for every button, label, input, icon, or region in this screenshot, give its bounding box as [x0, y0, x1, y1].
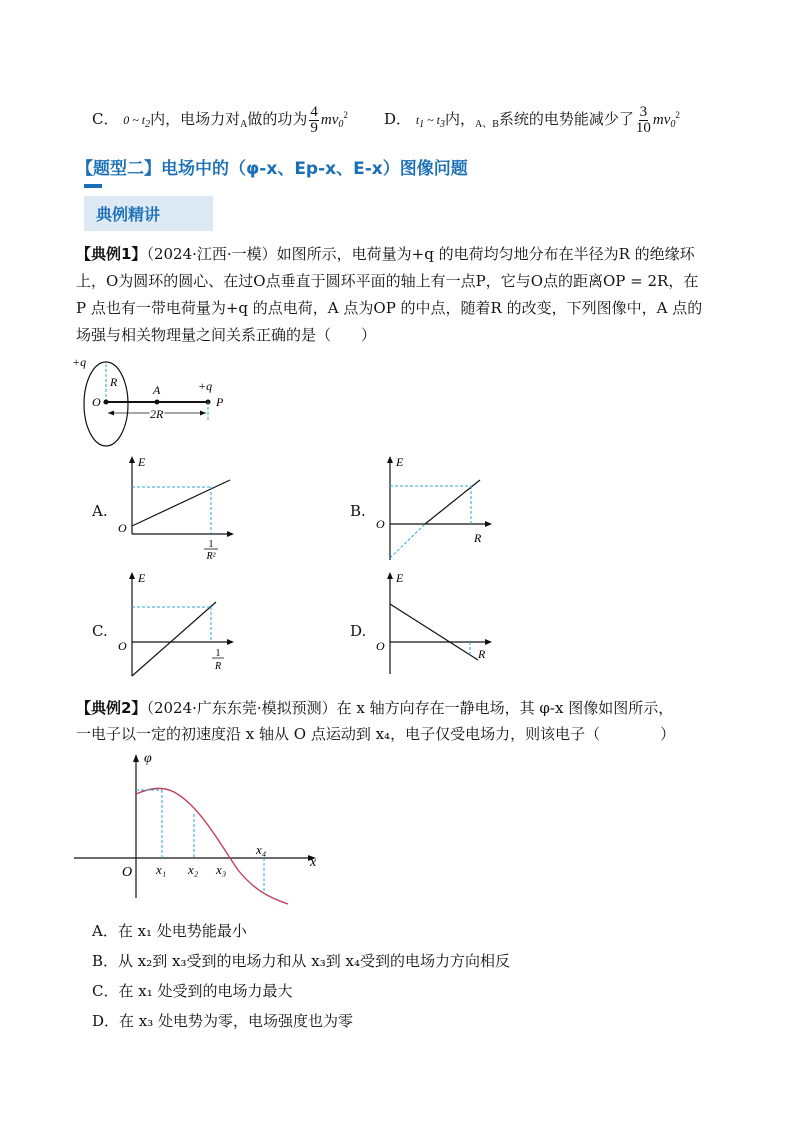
option-b-label: B. — [350, 502, 366, 520]
option-b-line — [425, 480, 480, 524]
example2-option-c: C．在 x₁ 处受到的电场力最大 — [92, 982, 293, 1000]
svg-text:R: R — [478, 647, 486, 661]
option-a-line — [132, 480, 230, 526]
point-a — [155, 400, 160, 405]
option-c-graph — [112, 568, 262, 678]
option-b-graph — [370, 452, 520, 562]
example2-label: 【典例2】 — [76, 699, 147, 717]
svg-text:O: O — [118, 639, 127, 653]
svg-text:x₂: x₂ — [188, 862, 199, 877]
svg-text:φ: φ — [144, 751, 152, 766]
svg-text:1: 1 — [208, 539, 214, 550]
example1-label: 【典例1】 — [76, 245, 147, 263]
example1-line2: 上，O为圆环的圆心、在过O点垂直于圆环平面的轴上有一点P，它与O点的距离OP = 2R，在 — [76, 272, 699, 290]
svg-text:R²: R² — [206, 551, 216, 562]
option-d-label: D. — [350, 622, 367, 640]
example2-line1: 【典例2】（2024·广东东莞·模拟预测）在 x 轴方向存在一静电场，其 φ-x 图像如图所示， — [76, 699, 674, 717]
svg-text:E: E — [138, 571, 146, 585]
svg-text:x₃: x₃ — [216, 862, 227, 877]
ring-figure — [70, 352, 230, 452]
point-o — [104, 400, 109, 405]
option-d-line — [390, 604, 478, 660]
option-c-prev: C． 0 ~ $t_2$内，电场力对$_A$做的功为 $\frac{4}{9}$ $mv_0^2$ — [92, 103, 348, 136]
example2-option-d: D．在 x₃ 处电势为零，电场强度也为零 — [92, 1012, 354, 1030]
svg-text:O: O — [376, 517, 385, 531]
svg-text:O: O — [376, 639, 385, 653]
example1-line4: 场强与相关物理量之间关系正确的是（ ） — [76, 326, 377, 344]
option-c-line — [132, 602, 216, 676]
section-title: 【题型二】电场中的（φ-x、Ep-x、E-x）图像问题 — [76, 159, 468, 179]
banner-accent — [84, 184, 102, 188]
example2-line2: 一电子以一定的初速度沿 x 轴从 O 点运动到 x₄，电子仅受电场力，则该电子（ ） — [76, 725, 676, 743]
center-label: O — [92, 395, 101, 409]
svg-text:1: 1 — [215, 648, 221, 659]
example1-line1: 【典例1】（2024·江西·一模）如图所示，电荷量为+q 的电荷均匀地分布在半径为R 的绝缘环 — [76, 245, 695, 263]
svg-text:x: x — [310, 855, 317, 870]
radius-label: R — [110, 375, 118, 389]
option-a-graph — [112, 452, 262, 562]
option-a-label: A. — [92, 502, 108, 520]
svg-text:O: O — [118, 521, 127, 535]
ring-charge-label: +q — [72, 355, 87, 369]
svg-text:E: E — [396, 455, 404, 469]
svg-text:R: R — [474, 531, 482, 545]
phi-x-graph — [70, 748, 330, 908]
distance-label: 2R — [150, 407, 164, 421]
svg-text:x₄: x₄ — [256, 842, 267, 857]
example1-line3: P 点也有一带电荷量为+q 的点电荷，A 点为OP 的中点，随着R 的改变，下列图像中，A 点的 — [76, 299, 703, 317]
svg-text:O: O — [122, 865, 133, 880]
point-a-label: A — [153, 383, 161, 397]
section-banner: 典例精讲 — [84, 196, 213, 231]
option-c-label: C. — [92, 622, 108, 640]
example2-option-a: A．在 x₁ 处电势能最小 — [92, 922, 247, 940]
svg-text:E: E — [138, 455, 146, 469]
point-p-label: P — [216, 395, 224, 409]
svg-text:x₁: x₁ — [156, 862, 167, 877]
svg-text:R: R — [214, 661, 222, 672]
option-d-prev: D． $t_1$ ~ $t_3$内，$_{A、B}$系统的电势能减少了 $\frac{3}{10}$ $mv_0^2$ — [384, 103, 680, 136]
example2-option-b: B．从 x₂到 x₃受到的电场力和从 x₃到 x₄受到的电场力方向相反 — [92, 952, 510, 970]
option-d-graph — [370, 568, 520, 678]
svg-text:E: E — [396, 571, 404, 585]
point-charge-label: +q — [198, 379, 213, 393]
